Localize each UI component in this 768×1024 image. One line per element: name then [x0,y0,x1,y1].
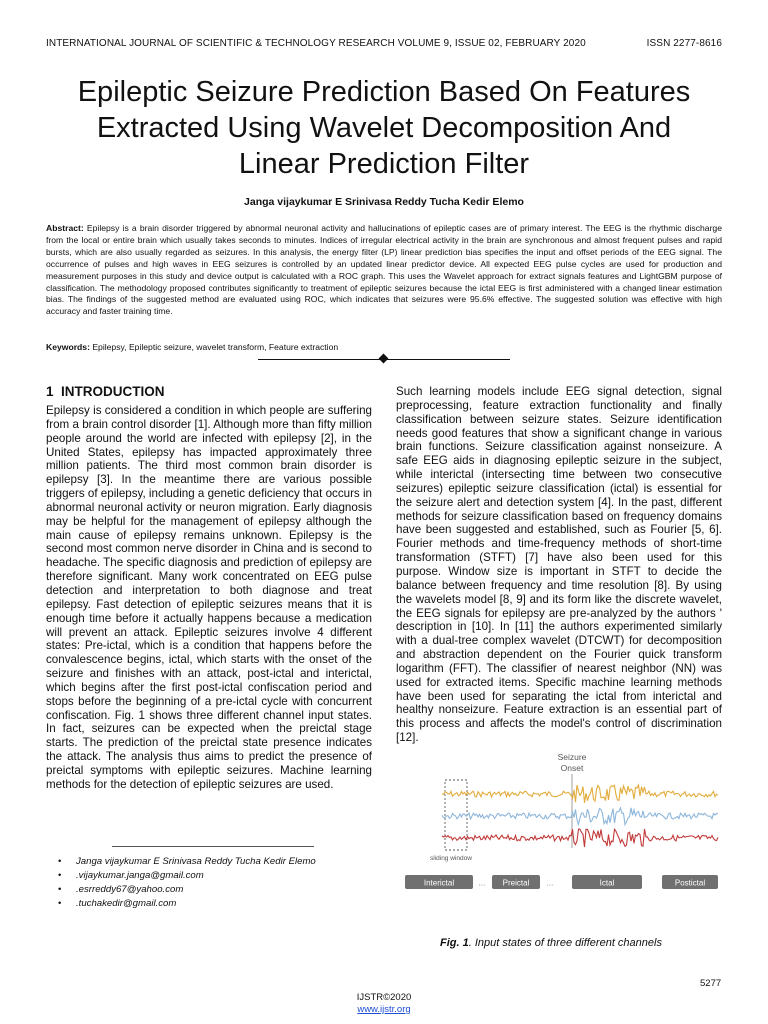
keywords [46,342,722,352]
state-label-ictal: Ictal [599,878,615,888]
ellipsis: ... [546,878,554,888]
intro-right-column: Such learning models include EEG signal detection, signal preprocessing, feature extraction functionality and finally classification between seizure states. Seizure identification needs good features that show a significant change in various brain functions. Seizure classification against nonseizure. A safe EEG aids in diagnosing epileptic seizure in the subject, while interictal (intersecting time between two consecutive seizures) epileptic seizure classification (ictal) is essential for the seizure alert and detection system [4]. In the past, different methods for seizure classification based on frequency domains have been suggested and established, such as Fourier [5, 6]. Fourier methods and time-frequency methods of short-time transformation (STFT) [7] have also been used for this purpose. Window size is important in STFT to decide the balance between frequency and time resolution [8]. By using the wavelets model [8, 9] and its form like the discrete wavelet, the EEG signals for epilepsy are pre-analyzed by the authors ' description in [10]. In [11] the authors experimented similarly with a dual-tree complex wavelet (DTCWT) for decomposition and abstraction dependent on the Fourier quick transform logarithm (FFT). The classifier of nearest neighbor (NN) was used for extracted items. Specific machine learning methods have been used for separating the ictal from interictal and healthy nonseizure. Feature extraction is an essential part of this process and affects the model's control of discrimination [12]. [396,385,722,745]
eeg-signal-blue [442,808,718,825]
running-header [46,38,722,49]
seizure-onset-label: Seizure [557,752,587,762]
eeg-signal-red [442,829,718,847]
footnote-email: • .tuchakedir@gmail.com [58,897,316,911]
footer-link[interactable]: www.ijstr.org [357,1004,411,1015]
footnote-list [58,855,316,911]
caption-label: Fig. 1 [440,937,469,949]
issn: ISSN 2277-8616 [646,38,722,49]
keywords-text: Epilepsy, Epileptic seizure, wavelet transform, Feature extraction [89,342,339,352]
caption-text: . Input states of three different channels [468,937,662,949]
abstract-label: Abstract: [46,223,84,233]
footnote-rule [112,846,314,847]
title-line: Extracted Using Wavelet Decomposition And [96,112,672,144]
section-title: INTRODUCTION [61,384,165,399]
sliding-window-label: sliding window [430,855,472,862]
eeg-signal-orange [442,785,718,803]
footer-copyright: IJSTR©2020 [356,992,412,1003]
paper-title [40,74,728,182]
figure-caption [440,937,662,949]
footnote-authors: • Janga vijaykumar E Srinivasa Reddy Tucha Kedir Elemo [58,855,316,869]
abstract [46,223,722,318]
footnote-email: • .esrreddy67@yahoo.com [58,883,316,897]
title-line: Epileptic Seizure Prediction Based On Features [77,76,691,108]
page-number: 5277 [700,978,722,989]
state-label-postictal: Postictal [674,878,706,888]
journal-header: INTERNATIONAL JOURNAL OF SCIENTIFIC & TECHNOLOGY RESEARCH VOLUME 9, ISSUE 02, FEBRUARY 2020 [46,38,586,49]
seizure-onset-label: Onset [560,763,584,773]
intro-left-column: Epilepsy is considered a condition in which people are suffering from a brain control disorder [1]. Although more than fifty million people around the world are infected with epilepsy [2], in the United States, epilepsy has impacted approximately three million patients. The third most common brain disorder is epilepsy [3]. In the meantime there are various possible triggers of epilepsy, including a genetic deficiency that occurs in abnormal neuronal activity or neuron migration. Early diagnosis may be helpful for the management of epilepsy although the main cause of epilepsy remains unknown. Epilepsy is the second most common nerve disorder in China and is second to headache. The specific diagnosis and prediction of epilepsy are therefore significant. Many work concentrated on EEG pulse detection and interpretation to both diagnose and treat epilepsy. Fast detection of epileptic seizures means that it is enough time before it actually happens because a medication will prevent an attack. Epileptic seizures involve 4 different states: Pre-ictal, which is a condition that happens before the convalescence begins, ictal, which starts with the onset of the seizure and finishes with an attack, post-ictal and interictal, which begins after the first post-ictal confiscation period and stops before the beginning of a pre-ictal cycle with concurrent confiscation. Fig. 1 shows three different channel input states. In fact, seizures can be expected when the preictal stage starts. The prediction of the preictal state presence indicates the attack. The analysis thus aims to predict the presence of preictal symptoms with epileptic seizures. Machine learning methods for the detection of epileptic seizures are used. [46,404,372,791]
figure-input-states [400,750,722,896]
abstract-text: Epilepsy is a brain disorder triggered by abnormal neuronal activity and hallucinations of epileptic cases are of primary interest. The EEG is the rhythmic discharge from the local or entire brain which usually takes seconds to minutes. Indices of irregular electrical activity in the brain are synchronous and almost frequent pulses and rapid bursts, which are also usually regarded as seizures. In this analysis, the energy filter (LP) linear prediction bias specifies the input and offset periods of the EEG signal. The occurrence of pulses and high waves in EEG seizures is controlled by an updated linear predictor device. All expected EEG pulse cycles are used for production and measurement purposes in this study and device output is calculated with a ROC graph. This uses the Wavelet approach for extract signals features and LightGBM purpose of classification. The methodology proposed contributes significantly to treatment of epileptic seizures because the ictal EEG is first administered with a changed linear estimation bias. The findings of the suggested method are evaluated using ROC, which indicates that seizures were 95.6% effective. The suggested solution was effective with high accuracy and faster training time. [46,223,722,317]
authors-line: Janga vijaykumar E Srinivasa Reddy Tucha Kedir Elemo [244,196,524,208]
state-label-preictal: Preictal [502,878,530,888]
keywords-label: Keywords: [46,342,90,352]
ellipsis: ... [478,878,486,888]
section-number: 1 [46,384,54,399]
footnote-email: • .vijaykumar.janga@gmail.com [58,869,316,883]
state-label-interictal: Interictal [423,878,455,888]
section-heading [46,384,165,399]
separator-diamond [379,354,389,364]
title-line: Linear Prediction Filter [238,148,530,180]
